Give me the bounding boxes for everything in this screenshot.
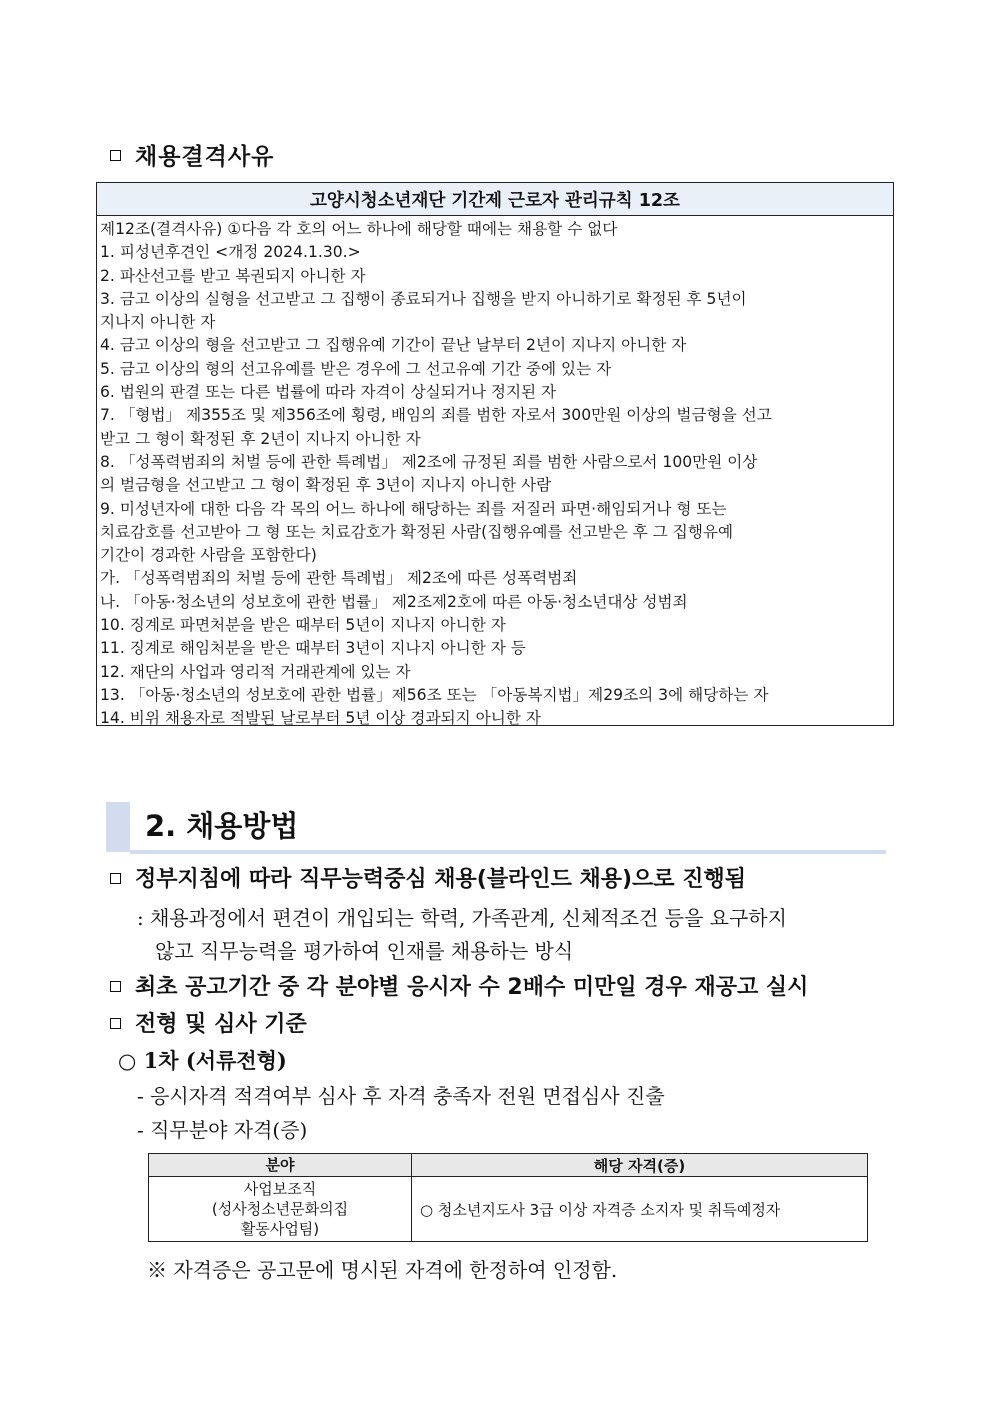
qualification-table-header: [149, 1154, 868, 1177]
qual-cell: ○ 청소년지도사 3급 이상 자격증 소지자 및 취득예정자: [412, 1177, 868, 1242]
rule-line: 6. 법원의 판결 또는 다른 법률에 따라 자격이 상실되거나 정지된 자: [100, 383, 557, 402]
col-field-header: 분야: [149, 1154, 412, 1177]
stage1-item-1: - 응시자격 적격여부 심사 후 자격 충족자 전원 면접심사 진출: [137, 1084, 665, 1108]
checkbox-square-icon: [110, 873, 121, 884]
section-title: 2. 채용방법: [145, 809, 299, 843]
rule-line: 10. 징계로 파면처분을 받은 때부터 5년이 지나지 아니한 자: [100, 616, 506, 635]
rule-line: 9. 미성년자에 대한 다음 각 목의 어느 하나에 해당하는 죄를 저질러 파면·해임되거나 형 또는: [100, 499, 727, 518]
rule-table: [96, 182, 894, 726]
rule-line: 치료감호를 선고받아 그 형 또는 치료감호가 확정된 사람(집행유예를 선고받은 후 그 집행유예: [100, 522, 734, 541]
rule-line: 제12조(결격사유) ①다음 각 호의 어느 하나에 해당할 때에는 채용할 수 없다: [100, 220, 618, 238]
rule-table-body: [97, 216, 893, 731]
field-line: (성사청소년문화의집: [211, 1200, 349, 1218]
rule-line: 14. 비위 채용자로 적발된 날로부터 5년 이상 경과되지 아니한 자: [100, 709, 541, 728]
field-cell: [149, 1177, 412, 1242]
blind-hiring-desc-2: 않고 직무능력을 평가하여 인재를 채용하는 방식: [155, 939, 574, 963]
col-qual-header: 해당 자격(증): [412, 1154, 868, 1177]
blind-hiring-desc-1: : 채용과정에서 편견이 개입되는 학력, 가족관계, 신체적조건 등을 요구하지: [137, 906, 787, 930]
checkbox-square-icon: [110, 1018, 121, 1029]
field-line: 사업보조직: [243, 1180, 317, 1198]
rule-line: 3. 금고 이상의 실형을 선고받고 그 집행이 종료되거나 집행을 받지 아니하기로 확정된 후 5년이: [100, 289, 747, 308]
criteria-heading: [110, 1007, 307, 1038]
rule-line: 받고 그 형이 확정된 후 2년이 지나지 아니한 자: [100, 429, 421, 448]
stage1-label: ○ 1차 (서류전형): [118, 1048, 287, 1073]
table-row: [149, 1177, 868, 1242]
rule-line: 가. 「성폭력범죄의 처벌 등에 관한 특례법」 제2조에 따른 성폭력범죄: [100, 569, 578, 588]
disqualification-heading: [110, 138, 274, 171]
criteria-heading-text: 전형 및 심사 기준: [135, 1012, 307, 1037]
rule-line: 5. 금고 이상의 형의 선고유예를 받은 경우에 그 선고유예 기간 중에 있는 자: [100, 359, 612, 378]
rule-line: 의 벌금형을 선고받고 그 형이 확정된 후 3년이 지나지 아니한 사람: [100, 476, 552, 495]
stage1-item-2: - 직무분야 자격(증): [137, 1118, 308, 1142]
rule-line: 1. 피성년후견인 <개정 2024.1.30.>: [100, 243, 361, 262]
rule-line: 4. 금고 이상의 형을 선고받고 그 집행유예 기간이 끝난 날부터 2년이 지나지 아니한 자: [100, 336, 687, 355]
rule-table-title: 고양시청소년재단 기간제 근로자 관리규칙 12조: [97, 183, 893, 216]
section-marker-bar: [106, 802, 130, 852]
section-underline: [130, 850, 886, 854]
repost-heading-text: 최초 공고기간 중 각 분야별 응시자 수 2배수 미만일 경우 재공고 실시: [135, 975, 809, 1000]
rule-line: 12. 재단의 사업과 영리적 거래관계에 있는 자: [100, 662, 411, 681]
blind-hiring-heading: [110, 862, 746, 893]
rule-line: 지나지 아니한 자: [100, 313, 216, 332]
rule-line: 나. 「아동·청소년의 성보호에 관한 법률」 제2조제2호에 따른 아동·청소년대상 성범죄: [100, 592, 688, 611]
checkbox-square-icon: [110, 150, 121, 161]
rule-line: 7. 「형법」 제355조 및 제356조에 횡령, 배임의 죄를 범한 자로서 300만원 이상의 벌금형을 선고: [100, 406, 772, 425]
repost-heading: [110, 970, 808, 1001]
qualification-table: [148, 1153, 868, 1242]
rule-line: 8. 「성폭력범죄의 처벌 등에 관한 특례법」 제2조에 규정된 죄를 범한 사람으로서 100만원 이상: [100, 452, 758, 471]
checkbox-square-icon: [110, 981, 121, 992]
blind-hiring-heading-text: 정부지침에 따라 직무능력중심 채용(블라인드 채용)으로 진행됨: [135, 867, 746, 892]
rule-line: 11. 징계로 해임처분을 받은 때부터 3년이 지나지 아니한 자 등: [100, 639, 526, 658]
disqualification-heading-text: 채용결격사유: [135, 144, 275, 170]
certificate-note: ※ 자격증은 공고문에 명시된 자격에 한정하여 인정함.: [147, 1258, 618, 1282]
field-line: 활동사업팀): [240, 1220, 320, 1238]
rule-line: 기간이 경과한 사람을 포함한다): [100, 546, 317, 565]
rule-line: 13. 「아동·청소년의 성보호에 관한 법률」제56조 또는 「아동복지법」제29조의 3에 해당하는 자: [100, 685, 769, 704]
rule-line: 2. 파산선고를 받고 복권되지 아니한 자: [100, 266, 366, 285]
